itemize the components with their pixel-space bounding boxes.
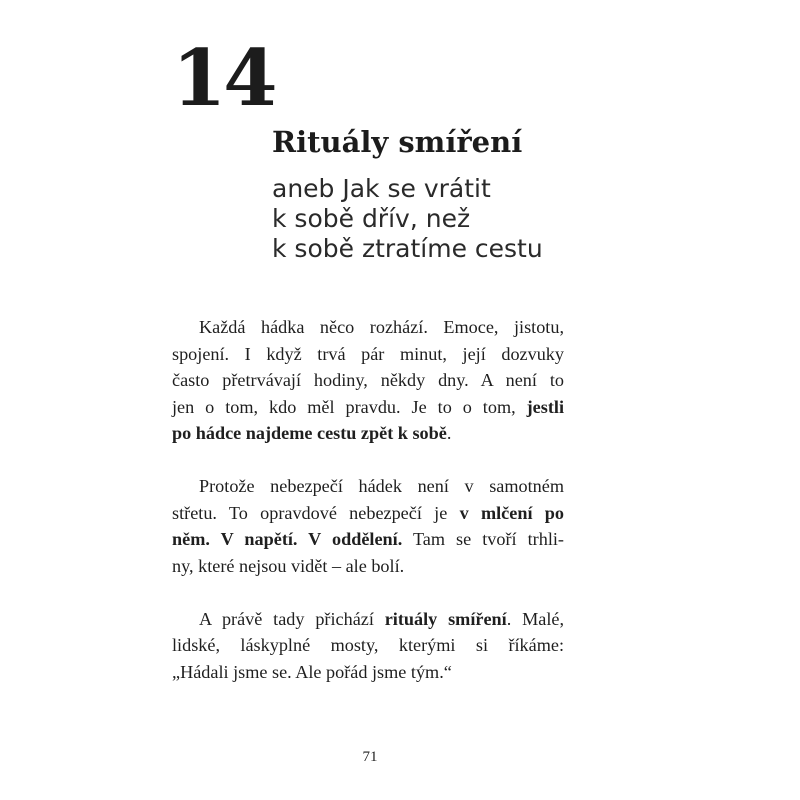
paragraph-line	[172, 606, 564, 633]
paragraph	[172, 606, 564, 686]
text-run: .	[446, 423, 452, 443]
paragraph	[172, 473, 564, 579]
text-run: ny, které nejsou vidět – ale bolí.	[172, 555, 405, 576]
paragraph-line	[172, 659, 564, 686]
bold-text: po hádce najdeme cestu zpět k sobě	[172, 423, 447, 443]
chapter-subtitle-line: k sobě dřív, než	[272, 204, 471, 233]
text-run: . Malé,	[506, 608, 564, 629]
paragraph-line	[172, 314, 564, 341]
chapter-subtitle-line: k sobě ztratíme cestu	[272, 234, 543, 263]
bold-text: rituály smíření	[384, 608, 507, 629]
bold-text: něm. V napětí. V oddělení.	[172, 529, 403, 549]
chapter-number: 14	[172, 33, 275, 124]
text-run: jen o tom, kdo měl pravdu. Je to o tom,	[172, 396, 527, 417]
text-run: Každá hádka něco rozhází. Emoce, jistotu,	[199, 317, 564, 337]
chapter-title: Rituály smíření	[272, 125, 523, 159]
text-run: Tam se tvoří trhli-	[402, 529, 564, 549]
paragraph-line	[172, 394, 564, 421]
body-text	[172, 314, 564, 712]
text-run: často přetrvávají hodiny, někdy dny. A není to	[172, 370, 564, 390]
paragraph-line	[172, 526, 564, 553]
text-run: „Hádali jsme se. Ale pořád jsme tým.“	[172, 661, 452, 682]
chapter-subtitle-line: aneb Jak se vrátit	[272, 174, 491, 203]
paragraph-line	[172, 473, 564, 500]
text-run: střetu. To opravdové nebezpečí je	[172, 502, 460, 523]
text-run: A právě tady přichází	[199, 608, 385, 629]
chapter-subtitle	[272, 174, 543, 264]
paragraph-line	[172, 420, 564, 447]
text-run: lidské, láskyplné mosty, kterými si říkáme:	[172, 635, 564, 655]
paragraph-line	[172, 500, 564, 527]
text-run: Protože nebezpečí hádek není v samotném	[199, 476, 564, 496]
paragraph-line	[172, 553, 564, 580]
page-number: 71	[362, 749, 378, 765]
bold-text: v mlčení po	[459, 502, 564, 523]
paragraph-line	[172, 367, 564, 394]
paragraph-line	[172, 341, 564, 368]
paragraph	[172, 314, 564, 447]
bold-text: jestli	[526, 396, 564, 417]
paragraph-line	[172, 632, 564, 659]
text-run: spojení. I když trvá pár minut, její dozvuky	[172, 343, 564, 364]
